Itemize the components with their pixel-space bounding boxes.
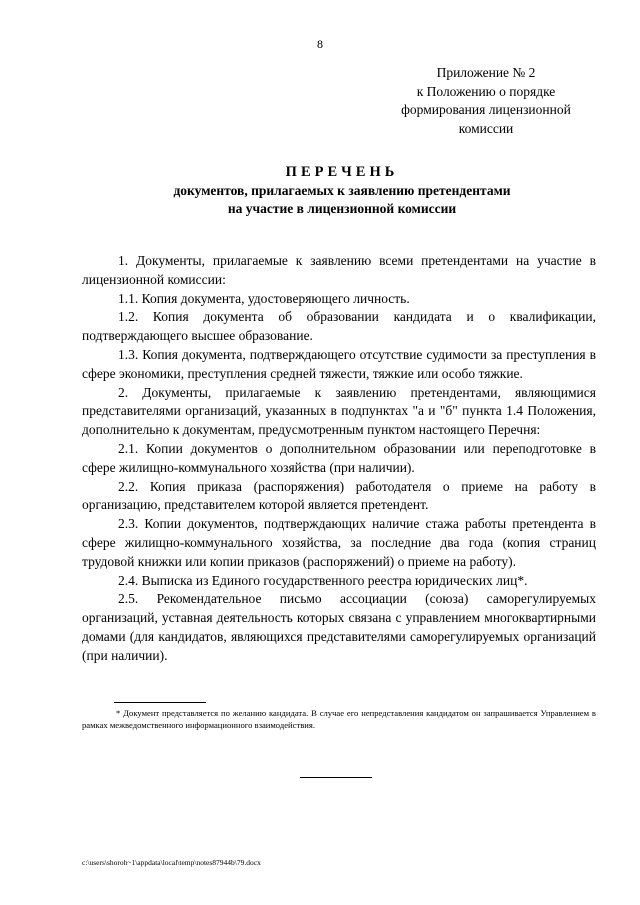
paragraph-1-2: 1.2. Копия документа об образовании кандидата и о квалификации, подтверждающего высшее образование. (82, 309, 596, 344)
footnote: * Документ представляется по желанию кандидата. В случае его непредставления кандидатом он запрашивается Управлением в рамках межведомственного информационного взаимодействия. (82, 708, 596, 730)
paragraph-2-5: 2.5. Рекомендательное письмо ассоциации (союза) саморегулируемых организаций, уставная деятельность которых связана с управлением многоквартирными домами (для кандидатов, являющихся представителями саморегулируемых организаций (при наличии). (82, 591, 596, 663)
document-title (82, 162, 602, 218)
appendix-line: комиссии (458, 120, 514, 136)
paragraph-2-3: 2.3. Копии документов, подтверждающих наличие стажа работы претендента в сфере жилищно-коммунального хозяйства, за последние два года (копия страниц трудовой книжки или копии приказов (распоряжений) о приеме на работу). (82, 516, 596, 569)
paragraph-1-3: 1.3. Копия документа, подтверждающего отсутствие судимости за преступления в сфере экономики, преступления средней тяжести, тяжкие или особо тяжкие. (82, 346, 596, 381)
appendix-line: Приложение № 2 (436, 65, 536, 80)
paragraph-2: 2. Документы, прилагаемые к заявлению претендентами, являющимися представителями организаций, указанных в подпунктах "а и "б" пункта 1.4 Положения, дополнительно к документам, предусмотренным пунктом настоящего Перечня: (82, 384, 596, 438)
appendix-line: к Положению о порядке (416, 83, 556, 99)
paragraph-2-2: 2.2. Копия приказа (распоряжения) работодателя о приеме на работу в организацию, представителем которой является претендент. (82, 478, 596, 513)
appendix-line: формирования лицензионной (401, 102, 571, 117)
page-number: 8 (317, 37, 323, 51)
footnote-divider (114, 702, 206, 703)
document-body (82, 252, 596, 666)
appendix-header (384, 64, 588, 138)
end-divider (300, 777, 372, 778)
title-sub-line: документов, прилагаемых к заявлению претендентами (173, 183, 511, 198)
title-main: ПЕРЕЧЕНЬ (285, 164, 399, 180)
title-sub-line: на участие в лицензионной комиссии (227, 201, 457, 216)
paragraph-2-1: 2.1. Копии документов о дополнительном образовании или переподготовке в сфере жилищно-коммунального хозяйства (при наличии). (82, 440, 596, 475)
paragraph-2-4: 2.4. Выписка из Единого государственного реестра юридических лиц*. (118, 572, 528, 588)
paragraph-1: 1. Документы, прилагаемые к заявлению всеми претендентами на участие в лицензионной комиссии: (82, 253, 596, 287)
paragraph-1-1: 1.1. Копия документа, удостоверяющего личность. (118, 290, 410, 306)
file-path: c:\users\shoroh~1\appdata\local\temp\notes87944b\79.docx (82, 858, 261, 867)
